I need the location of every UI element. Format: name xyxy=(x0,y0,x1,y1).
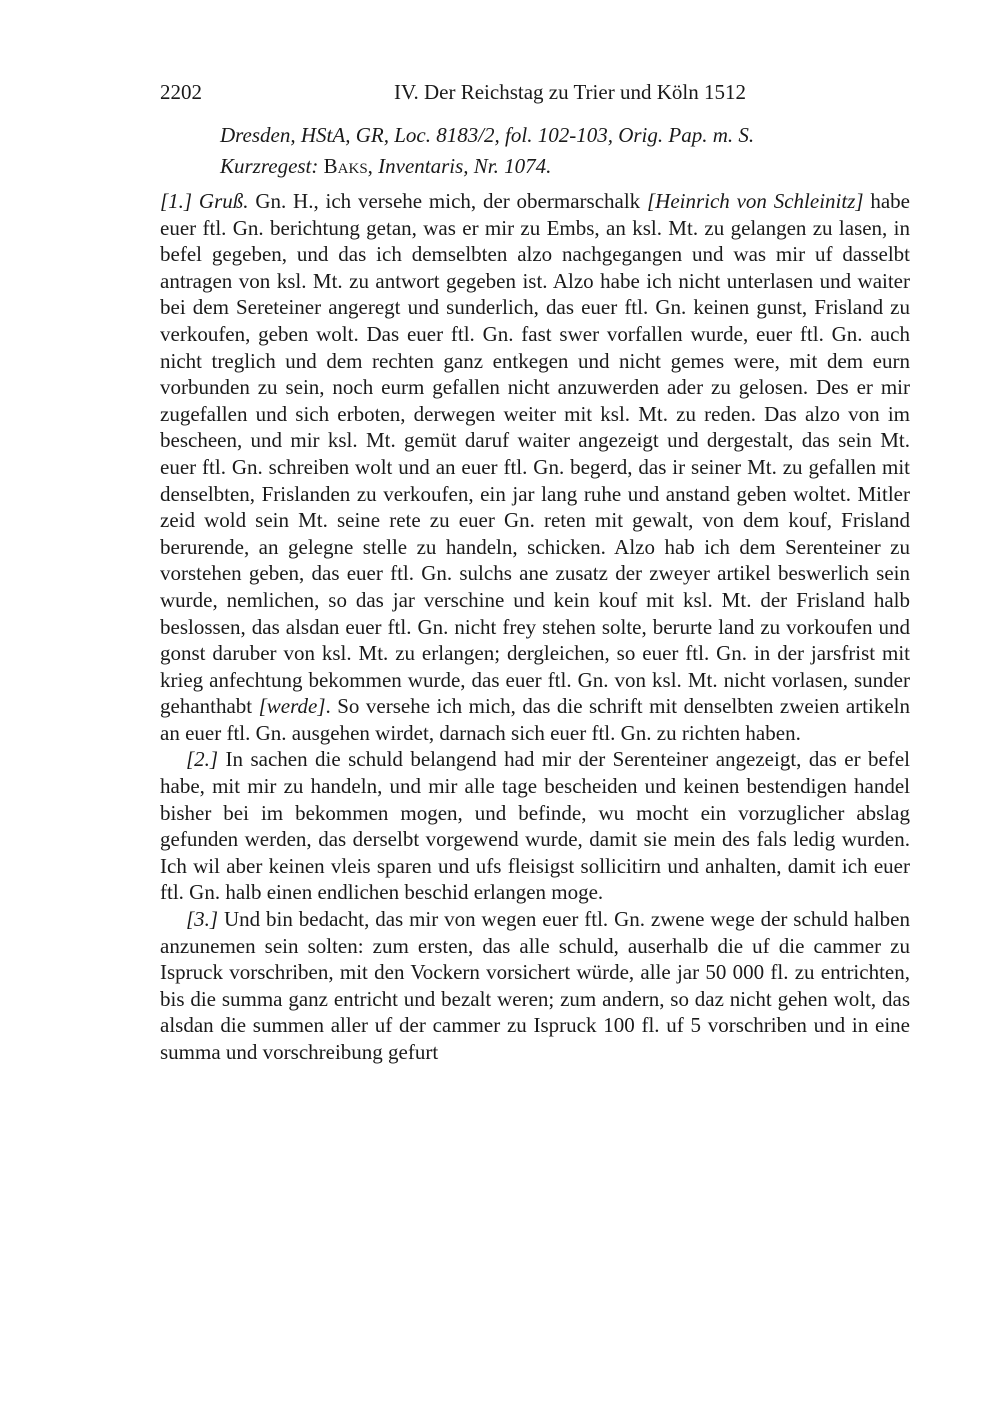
regest-reference: Inventaris, Nr. 1074. xyxy=(378,154,552,178)
paragraph-text: . So versehe ich mich, das die schrift mit denselbten zweien artikeln an euer ftl. Gn. ausgehen wirdet, darnach sich euer ftl. Gn. zu richten haben. xyxy=(160,694,910,745)
editorial-note: [Heinrich von Schleinitz] xyxy=(646,189,864,213)
source-archive: Dresden, HStA, GR, Loc. 8183/2, fol. 102-103, Orig. Pap. m. S. xyxy=(220,123,755,147)
regest-label: Kurzregest: xyxy=(220,154,319,178)
paragraph-text: Gn. H., ich versehe mich, der obermarschalk xyxy=(248,189,647,213)
paragraph-3 xyxy=(160,906,910,1066)
paragraph-number: [2.] xyxy=(186,747,219,772)
paragraph-1 xyxy=(160,188,910,746)
editorial-note: [werde] xyxy=(258,694,326,719)
paragraph-number: [3.] xyxy=(186,907,219,932)
paragraph-text: In sachen die schuld belangend had mir der Serenteiner angezeigt, das er befel habe, mit mir zu handeln, und mir alle tage bescheiden und keinen bestendigen handel bisher bei im bekommen mogen, und befinde, wu mocht ein vorzuglicher abslag gefunden werden, das derselbt vorgewend wurde, damit sie mein des fals ledig wurden. Ich wil aber keinen vleis sparen und ufs fleisigst sollicitirn und anhalten, damit ich euer ftl. Gn. halb einen endlichen beschid erlangen moge. xyxy=(160,747,910,905)
paragraph-text: habe euer ftl. Gn. berichtung getan, was er mir zu Embs, an ksl. Mt. zu gelangen zu lasen, in befel gegeben, und das ich demselbten alzo nachgegangen und was mir uf dasselbt antragen von ksl. Mt. zu antwort gegeben ist. Alzo habe ich nicht unterlasen und waiter bei dem Sereteiner angeregt und sunderlich, das euer ftl. Gn. keinen gunst, Frisland zu verkoufen, geben wolt. Das euer ftl. Gn. fast swer vorfallen wurde, euer ftl. Gn. auch nicht treglich und dem rechten ganz entkegen und nicht gemes were, mit dem eurn vorbunden zu sein, noch eurm gefallen nicht anzuwerden ader zu gelosen. Des er mir zugefallen und sich erboten, derwegen weiter mit ksl. Mt. zu reden. Das alzo von im bescheen, und mir ksl. Mt. gemüt daruf waiter angezeigt und dergestalt, das sein Mt. euer ftl. Gn. schreiben wolt und an euer ftl. Gn. begerd, das ir seiner Mt. zu gefallen mit denselbten, Frislanden zu verkoufen, ein jar lang ruhe und anstand geben woltet. Mitler zeid wold sein Mt. seine rete zu euer Gn. reten mit gewalt, von dem kouf, Frisland berurende, an gelegne stelle zu handeln, schicken. Alzo hab ich dem Serenteiner zu vorstehen geben, das euer ftl. Gn. sulchs ane zusatz der zweyer artikel beswerlich sein wurde, nemlichen, so das jar verschine und kein kouf mit ksl. Mt. der Frisland halb beslossen, das alsdan euer ftl. Gn. nicht frey stehen solte, berurte land zu vorkoufen und gonst daruber von ksl. Mt. zu erlangen; dergleichen, so euer ftl. Gn. in der jarsfrist mit krieg anfechtung bekommen wurde, das euer ftl. Gn. von ksl. Mt. nicht vorlasen, sunder gehanthabt xyxy=(160,189,911,719)
paragraph-2 xyxy=(160,746,910,906)
page-header xyxy=(160,80,910,108)
document-body xyxy=(160,188,910,1066)
regest-author: Baks, xyxy=(323,154,373,178)
paragraph-number: [1.] xyxy=(160,189,193,213)
page-number: 2202 xyxy=(160,80,202,104)
source-regest xyxy=(220,152,910,180)
greeting-note: Gruß. xyxy=(198,189,249,213)
running-title: IV. Der Reichstag zu Trier und Köln 1512 xyxy=(394,80,746,104)
paragraph-text: Und bin bedacht, das mir von wegen euer ftl. Gn. zwene wege der schuld halben anzunemen sein solten: zum ersten, das alle schuld, auserhalb die uf die cammer zu Ispruck vorschriben, mit den Vockern vorsichert würde, alle jar 50 000 fl. zu entrichten, bis die summa ganz entricht und bezalt weren; zum andern, so daz nicht gehen wolt, das alsdan die summen aller uf der cammer zu Ispruck 100 fl. uf 5 vorschriben und in eine summa und vorschreibung gefurt xyxy=(160,907,910,1064)
